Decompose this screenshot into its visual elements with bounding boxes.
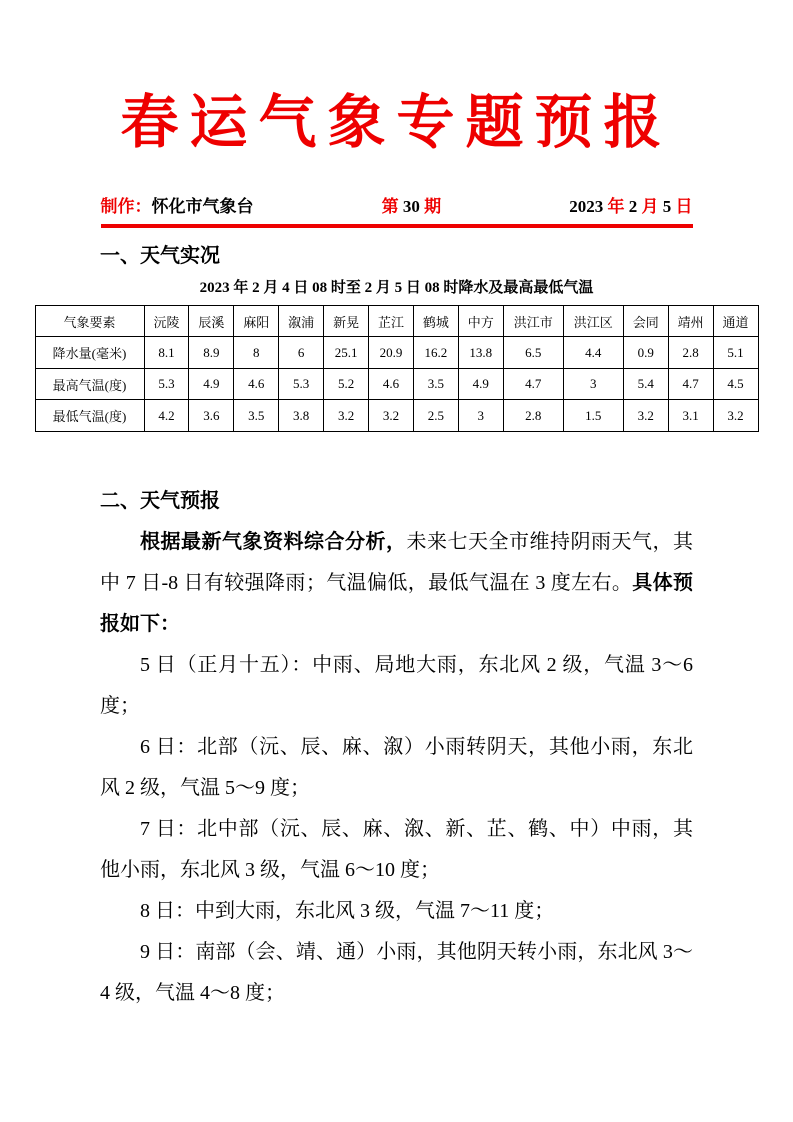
table-cell: 5.4: [623, 368, 668, 400]
table-cell: 6.5: [503, 337, 563, 369]
table-cell: 3.5: [234, 400, 279, 432]
meta-line: [101, 196, 693, 219]
producer-value: 怀化市气象台: [151, 197, 254, 216]
weather-table-title: 2023 年 2 月 4 日 08 时至 2 月 5 日 08 时降水及最高最低气温: [199, 279, 594, 296]
table-header-cell: 中方: [458, 305, 503, 337]
table-cell: 8: [234, 337, 279, 369]
weather-table: [35, 305, 759, 432]
forecast-body: [100, 522, 693, 1014]
table-cell: 8.1: [144, 337, 189, 369]
table-cell: 3.5: [413, 368, 458, 400]
table-header-row: [35, 305, 758, 337]
producer-label: 制作：: [100, 197, 152, 216]
table-cell: 4.9: [458, 368, 503, 400]
forecast-intro-segment: 具体预报如下：: [100, 571, 693, 635]
table-header-cell: 会同: [623, 305, 668, 337]
table-header-cell: 鹤城: [413, 305, 458, 337]
forecast-list: [100, 645, 693, 1014]
table-cell: 13.8: [458, 337, 503, 369]
date-year-unit: 年: [603, 197, 629, 216]
issue-suffix: 期: [419, 197, 442, 216]
row-label: 最低气温(度): [35, 400, 144, 432]
issue-date: [569, 196, 692, 219]
table-cell: 4.2: [144, 400, 189, 432]
date-day-unit: 日: [671, 197, 693, 216]
table-cell: 3.6: [189, 400, 234, 432]
date-day: 5: [662, 197, 672, 216]
table-header-cell: 沅陵: [144, 305, 189, 337]
table-cell: 5.3: [144, 368, 189, 400]
table-cell: 1.5: [563, 400, 623, 432]
table-header-cell: 靖州: [668, 305, 713, 337]
forecast-item: 9 日：南部（会、靖、通）小雨，其他阴天转小雨，东北风 3～4 级，气温 4～8 度；: [100, 940, 693, 1004]
table-cell: 3.2: [369, 400, 414, 432]
table-row: [35, 368, 758, 400]
date-year: 2023: [569, 197, 604, 216]
forecast-item: 8 日：中到大雨，东北风 3 级，气温 7～11 度；: [140, 899, 555, 922]
table-cell: 4.6: [369, 368, 414, 400]
forecast-intro-segment: 根据最新气象资料综合分析，: [140, 530, 407, 553]
table-header-cell: 辰溪: [189, 305, 234, 337]
table-cell: 3.2: [713, 400, 758, 432]
forecast-item: 5 日（正月十五）：中雨、局地大雨，东北风 2 级，气温 3～6 度；: [100, 653, 693, 717]
table-cell: 16.2: [413, 337, 458, 369]
issue-prefix: 第: [381, 197, 403, 216]
header-divider: [101, 224, 693, 228]
table-cell: 5.1: [713, 337, 758, 369]
table-header-cell: 新晃: [324, 305, 369, 337]
table-header-cell: 芷江: [369, 305, 414, 337]
table-cell: 2.5: [413, 400, 458, 432]
table-header-cell: 通道: [713, 305, 758, 337]
forecast-intro: [100, 522, 693, 645]
table-cell: 3.2: [324, 400, 369, 432]
forecast-item: 7 日：北中部（沅、辰、麻、溆、新、芷、鹤、中）中雨，其他小雨，东北风 3 级，气温 6～10 度；: [100, 817, 693, 881]
table-cell: 4.7: [503, 368, 563, 400]
table-cell: 3.2: [623, 400, 668, 432]
table-cell: 4.7: [668, 368, 713, 400]
table-header-cell: 洪江市: [503, 305, 563, 337]
document-title: 春运气象专题预报: [120, 90, 673, 155]
date-month-unit: 月: [637, 197, 663, 216]
row-label: 降水量(毫米): [35, 337, 144, 369]
table-header-cell: 洪江区: [563, 305, 623, 337]
table-cell: 0.9: [623, 337, 668, 369]
forecast-item: 6 日：北部（沅、辰、麻、溆）小雨转阴天，其他小雨，东北风 2 级，气温 5～9 度；: [100, 735, 693, 799]
table-cell: 20.9: [369, 337, 414, 369]
table-cell: 4.6: [234, 368, 279, 400]
table-cell: 25.1: [324, 337, 369, 369]
row-label: 最高气温(度): [35, 368, 144, 400]
table-cell: 5.2: [324, 368, 369, 400]
table-cell: 8.9: [189, 337, 234, 369]
table-cell: 4.5: [713, 368, 758, 400]
table-header-cell: 气象要素: [35, 305, 144, 337]
issue-number: [382, 196, 442, 219]
table-cell: 5.3: [279, 368, 324, 400]
table-row: [35, 400, 758, 432]
producer: [101, 196, 254, 219]
table-cell: 4.9: [189, 368, 234, 400]
table-cell: 3.1: [668, 400, 713, 432]
section-1-heading: 一、天气实况: [100, 244, 220, 267]
weather-table-body: [35, 337, 758, 432]
table-cell: 3.8: [279, 400, 324, 432]
table-row: [35, 337, 758, 369]
table-cell: 2.8: [503, 400, 563, 432]
section-2-heading: 二、天气预报: [100, 489, 220, 512]
table-cell: 3: [458, 400, 503, 432]
table-cell: 3: [563, 368, 623, 400]
table-header-cell: 溆浦: [279, 305, 324, 337]
table-cell: 6: [279, 337, 324, 369]
table-header-cell: 麻阳: [234, 305, 279, 337]
table-cell: 4.4: [563, 337, 623, 369]
date-month: 2: [628, 197, 638, 216]
issue-value: 30: [402, 197, 420, 216]
forecast-intro-segment: 未来七天全市维持阴雨天气，其中 7 日-8 日有较强降雨；气温偏低，最低气温在 3 度左右。: [100, 530, 693, 594]
table-cell: 2.8: [668, 337, 713, 369]
